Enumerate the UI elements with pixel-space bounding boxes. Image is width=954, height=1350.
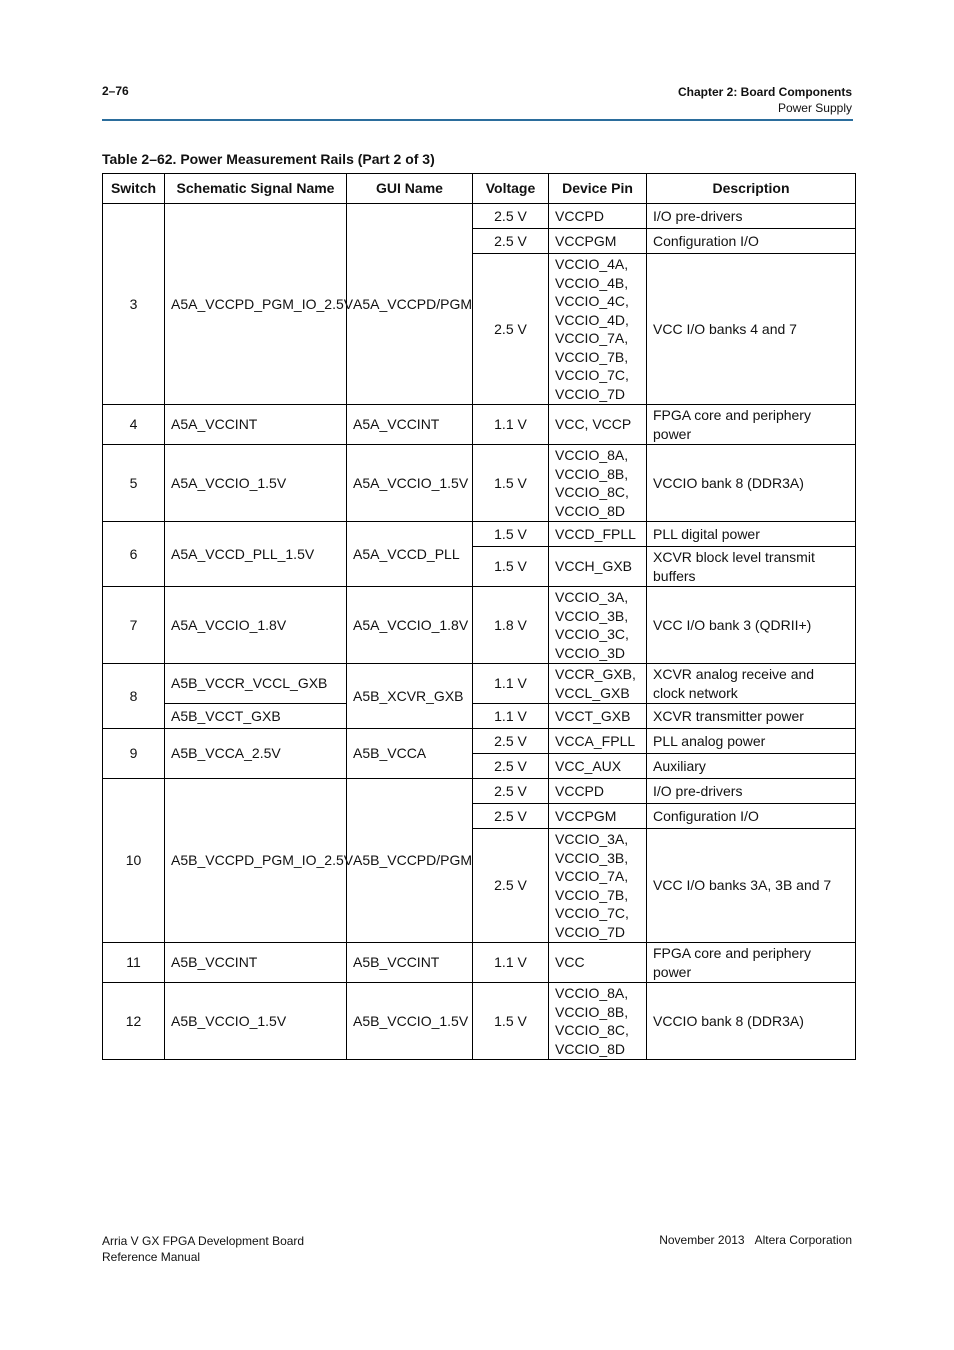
voltage-cell: 1.1 V — [473, 943, 549, 983]
description-cell: PLL digital power — [647, 522, 856, 547]
signal-name-cell: A5B_VCCT_GXB — [165, 704, 347, 729]
table-body — [103, 204, 856, 1060]
description-cell: PLL analog power — [647, 729, 856, 754]
device-pin-cell: VCCIO_8A, VCCIO_8B, VCCIO_8C, VCCIO_8D — [549, 983, 647, 1060]
description-cell: Configuration I/O — [647, 804, 856, 829]
description-cell: XCVR analog receive and clock network — [647, 664, 856, 704]
device-pin-cell: VCCIO_4A, VCCIO_4B, VCCIO_4C, VCCIO_4D, VCCIO_7A, VCCIO_7B, VCCIO_7C, VCCIO_7D — [549, 254, 647, 405]
device-pin-cell: VCCPGM — [549, 229, 647, 254]
gui-name-cell: A5B_VCCIO_1.5V — [347, 983, 473, 1060]
table-row — [103, 983, 856, 1060]
device-pin-cell: VCCPGM — [549, 804, 647, 829]
description-cell: I/O pre-drivers — [647, 204, 856, 229]
device-pin-cell: VCCT_GXB — [549, 704, 647, 729]
device-pin-cell: VCCIO_3A, VCCIO_3B, VCCIO_3C, VCCIO_3D — [549, 587, 647, 664]
gui-name-cell: A5B_VCCINT — [347, 943, 473, 983]
device-pin-cell: VCCIO_3A, VCCIO_3B, VCCIO_7A, VCCIO_7B, VCCIO_7C, VCCIO_7D — [549, 829, 647, 943]
switch-cell: 12 — [103, 983, 165, 1060]
table-row — [103, 522, 856, 547]
section-title: Power Supply — [777, 101, 852, 115]
signal-name-cell: A5B_VCCPD_PGM_IO_2.5V — [165, 779, 347, 943]
signal-name-cell: A5A_VCCINT — [165, 405, 347, 445]
signal-name-cell: A5B_VCCINT — [165, 943, 347, 983]
page-number: 2–76 — [102, 84, 129, 98]
voltage-cell: 2.5 V — [473, 829, 549, 943]
voltage-cell: 2.5 V — [473, 229, 549, 254]
header-rule — [102, 119, 853, 121]
gui-name-cell: A5A_VCCPD/PGM — [347, 204, 473, 405]
table-row — [103, 943, 856, 983]
device-pin-cell: VCCH_GXB — [549, 547, 647, 587]
footer-title-line: Arria V GX FPGA Development Board — [102, 1234, 305, 1248]
column-header: Description — [647, 174, 856, 204]
voltage-cell: 1.8 V — [473, 587, 549, 664]
gui-name-cell: A5A_VCCIO_1.5V — [347, 445, 473, 522]
column-header: Device Pin — [549, 174, 647, 204]
device-pin-cell: VCC — [549, 943, 647, 983]
description-cell: VCCIO bank 8 (DDR3A) — [647, 445, 856, 522]
footer-publication — [659, 1233, 852, 1247]
voltage-cell: 1.5 V — [473, 983, 549, 1060]
gui-name-cell: A5A_VCCIO_1.8V — [347, 587, 473, 664]
signal-name-cell: A5A_VCCD_PLL_1.5V — [165, 522, 347, 587]
signal-name-cell: A5A_VCCPD_PGM_IO_2.5V — [165, 204, 347, 405]
device-pin-cell: VCCR_GXB, VCCL_GXB — [549, 664, 647, 704]
column-header: Switch — [103, 174, 165, 204]
table-row — [103, 664, 856, 704]
description-cell: XCVR transmitter power — [647, 704, 856, 729]
signal-name-cell: A5A_VCCIO_1.8V — [165, 587, 347, 664]
description-cell: Auxiliary — [647, 754, 856, 779]
voltage-cell: 2.5 V — [473, 254, 549, 405]
description-cell: FPGA core and periphery power — [647, 943, 856, 983]
footer-doc-title — [102, 1233, 304, 1265]
table-row — [103, 204, 856, 229]
gui-name-cell: A5B_XCVR_GXB — [347, 664, 473, 729]
column-header: Schematic Signal Name — [165, 174, 347, 204]
voltage-cell: 2.5 V — [473, 204, 549, 229]
switch-cell: 10 — [103, 779, 165, 943]
signal-name-cell: A5B_VCCIO_1.5V — [165, 983, 347, 1060]
device-pin-cell: VCC, VCCP — [549, 405, 647, 445]
switch-cell: 8 — [103, 664, 165, 729]
device-pin-cell: VCCD_FPLL — [549, 522, 647, 547]
voltage-cell: 2.5 V — [473, 804, 549, 829]
switch-cell: 7 — [103, 587, 165, 664]
gui-name-cell: A5B_VCCA — [347, 729, 473, 779]
switch-cell: 4 — [103, 405, 165, 445]
voltage-cell: 1.5 V — [473, 522, 549, 547]
switch-cell: 3 — [103, 204, 165, 405]
description-cell: Configuration I/O — [647, 229, 856, 254]
table-caption: Table 2–62. Power Measurement Rails (Part 2 of 3) — [102, 151, 435, 167]
description-cell: VCC I/O banks 3A, 3B and 7 — [647, 829, 856, 943]
table-header-row — [103, 174, 856, 204]
signal-name-cell: A5A_VCCIO_1.5V — [165, 445, 347, 522]
device-pin-cell: VCCPD — [549, 204, 647, 229]
power-measurement-rails-table — [102, 173, 856, 1060]
signal-name-cell: A5B_VCCA_2.5V — [165, 729, 347, 779]
column-header: GUI Name — [347, 174, 473, 204]
footer-company: Altera Corporation — [754, 1233, 852, 1247]
description-cell: I/O pre-drivers — [647, 779, 856, 804]
chapter-title: Chapter 2: Board Components — [677, 85, 852, 99]
voltage-cell: 2.5 V — [473, 754, 549, 779]
table-row — [103, 587, 856, 664]
voltage-cell: 1.5 V — [473, 445, 549, 522]
footer-date: November 2013 — [659, 1233, 745, 1247]
gui-name-cell: A5A_VCCINT — [347, 405, 473, 445]
signal-name-cell: A5B_VCCR_VCCL_GXB — [165, 664, 347, 704]
table-row — [103, 445, 856, 522]
switch-cell: 11 — [103, 943, 165, 983]
table-row — [103, 729, 856, 754]
switch-cell: 6 — [103, 522, 165, 587]
voltage-cell: 1.1 V — [473, 704, 549, 729]
voltage-cell: 2.5 V — [473, 779, 549, 804]
voltage-cell: 2.5 V — [473, 729, 549, 754]
voltage-cell: 1.5 V — [473, 547, 549, 587]
description-cell: VCC I/O bank 3 (QDRII+) — [647, 587, 856, 664]
gui-name-cell: A5A_VCCD_PLL — [347, 522, 473, 587]
footer-title-line: Reference Manual — [102, 1250, 201, 1264]
voltage-cell: 1.1 V — [473, 664, 549, 704]
table-row — [103, 704, 856, 729]
description-cell: VCC I/O banks 4 and 7 — [647, 254, 856, 405]
switch-cell: 9 — [103, 729, 165, 779]
description-cell: XCVR block level transmit buffers — [647, 547, 856, 587]
device-pin-cell: VCCIO_8A, VCCIO_8B, VCCIO_8C, VCCIO_8D — [549, 445, 647, 522]
column-header: Voltage — [473, 174, 549, 204]
running-header — [678, 84, 852, 116]
gui-name-cell: A5B_VCCPD/PGM — [347, 779, 473, 943]
description-cell: VCCIO bank 8 (DDR3A) — [647, 983, 856, 1060]
table-row — [103, 779, 856, 804]
device-pin-cell: VCCA_FPLL — [549, 729, 647, 754]
device-pin-cell: VCC_AUX — [549, 754, 647, 779]
voltage-cell: 1.1 V — [473, 405, 549, 445]
table-row — [103, 405, 856, 445]
switch-cell: 5 — [103, 445, 165, 522]
description-cell: FPGA core and periphery power — [647, 405, 856, 445]
device-pin-cell: VCCPD — [549, 779, 647, 804]
